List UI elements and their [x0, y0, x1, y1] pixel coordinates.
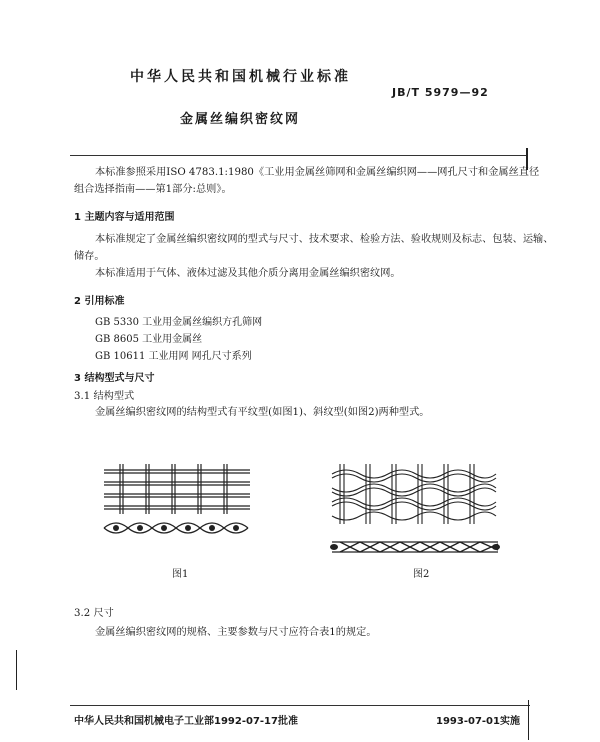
figure-1-plain-weave-diagram	[102, 462, 254, 550]
figure-2-twill-weave-diagram	[326, 460, 502, 564]
figure-1-caption: 图1	[172, 569, 189, 580]
intro-line-2: 组合选择指南——第1部分:总则》。	[74, 184, 232, 195]
left-margin-mark	[16, 650, 17, 690]
intro-line-1: 本标准参照采用ISO 4783.1:1980《工业用金属丝筛网和金属丝编织网——网孔尺寸和金属丝直径	[95, 167, 540, 178]
issuing-authority-title: 中华人民共和国机械行业标准	[130, 69, 351, 85]
section-1-para-2: 本标准适用于气体、液体过滤及其他介质分离用金属丝编织密纹网。	[95, 268, 401, 279]
section-3-1-text: 金属丝编织密纹网的结构型式有平纹型(如图1)、斜纹型(如图2)两种型式。	[95, 407, 430, 418]
section-3-2-heading: 3.2 尺寸	[74, 608, 114, 619]
section-1-para-1-line-1: 本标准规定了金属丝编织密纹网的型式与尺寸、技术要求、检验方法、验收规则及标志、包装、运输、	[95, 234, 554, 245]
figure-2-caption: 图2	[413, 569, 430, 580]
document-title: 金属丝编织密纹网	[180, 112, 301, 127]
standard-number: JB/T 5979—92	[392, 86, 489, 99]
section-3-1-heading: 3.1 结构型式	[74, 391, 135, 402]
footer-right-mark	[528, 700, 529, 740]
section-3-heading: 3 结构型式与尺寸	[74, 373, 155, 384]
section-1-heading: 1 主题内容与适用范围	[74, 212, 175, 223]
section-3-2-text: 金属丝编织密纹网的规格、主要参数与尺寸应符合表1的规定。	[95, 627, 377, 638]
reference-gb5330: GB 5330 工业用金属丝编织方孔筛网	[95, 317, 263, 328]
reference-gb8605: GB 8605 工业用金属丝	[95, 334, 203, 345]
header-rule	[70, 155, 528, 156]
implementation-date: 1993-07-01实施	[436, 716, 520, 727]
footer-rule	[70, 705, 530, 706]
section-1-para-1-line-2: 储存。	[74, 251, 105, 262]
reference-gb10611: GB 10611 工业用网 网孔尺寸系列	[95, 351, 252, 362]
approval-note: 中华人民共和国机械电子工业部1992-07-17批准	[74, 716, 298, 727]
section-2-heading: 2 引用标准	[74, 296, 125, 307]
